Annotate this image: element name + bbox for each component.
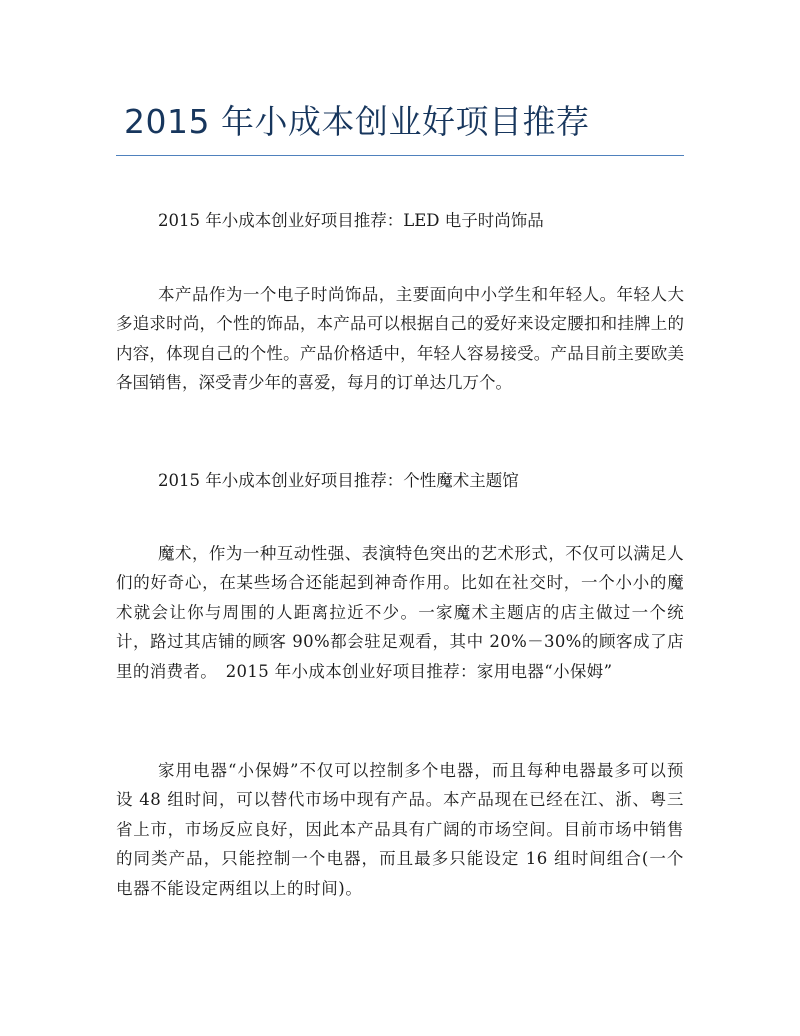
title-underline: [116, 155, 684, 156]
paragraph-led-accessories: 本产品作为一个电子时尚饰品，主要面向中小学生和年轻人。年轻人大多追求时尚，个性的饰品，本产品可以根据自己的爱好来设定腰扣和挂牌上的内容，体现自己的个性。产品价格适中，年轻人容易接受。产品目前主要欧美各国销售，深受青少年的喜爱，每月的订单达几万个。: [116, 285, 684, 393]
paragraph-appliance-nanny: 家用电器“小保姆”不仅可以控制多个电器，而且每种电器最多可以预设 48 组时间，可以替代市场中现有产品。本产品现在已经在江、浙、粤三省上市，市场反应良好，因此本产品具有广阔的市场空间。目前市场中销售的同类产品，只能控制一个电器，而且最多只能设定 16 组时间组合(一个电器不能设定两组以上的时间)。: [116, 761, 684, 898]
document-title: 2015 年小成本创业好项目推荐: [124, 102, 590, 141]
section-heading-led-accessories: 2015 年小成本创业好项目推荐：LED 电子时尚饰品: [158, 211, 544, 230]
section-heading-magic-theme-hall: 2015 年小成本创业好项目推荐：个性魔术主题馆: [158, 471, 519, 490]
paragraph-magic-theme-hall: 魔术，作为一种互动性强、表演特色突出的艺术形式，不仅可以满足人们的好奇心，在某些场合还能起到神奇作用。比如在社交时，一个小小的魔术就会让你与周围的人距离拉近不少。一家魔术主题店的店主做过一个统计，路过其店铺的顾客 90%都会驻足观看，其中 20%－30%的顾客成了店里的消费者。 2015 年小成本创业好项目推荐：家用电器“小保姆”: [116, 544, 684, 681]
